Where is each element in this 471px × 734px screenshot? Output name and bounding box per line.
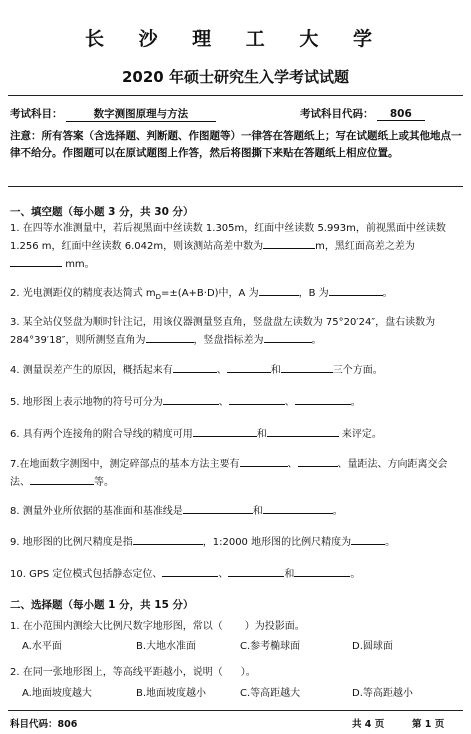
answer-blank: [30, 473, 94, 485]
q1-7-text-c: 、量距法、方向距离交会法、: [10, 459, 448, 488]
question-2-1-stem: [10, 618, 462, 635]
q1-10-text-d: 。: [350, 569, 361, 580]
q1-3-text-b: ，竖盘指标差为: [193, 335, 264, 346]
q1-7-text-b: 、: [287, 459, 298, 470]
footer-total-pages: 共 4 页: [352, 719, 385, 730]
q2-2-stem-a: 2. 在同一张地形图上，等高线平距越小，说明（: [10, 667, 223, 678]
q1-2-text-c: ，B 为: [298, 288, 329, 299]
q1-4-text-c: 和: [270, 365, 281, 376]
q1-1-text-b: m，黑红面高差之差为: [315, 241, 415, 252]
q1-6-text-c: 来评定。: [341, 429, 382, 440]
top-divider: [8, 95, 463, 96]
answer-blank: [146, 331, 194, 343]
q1-9-text-b: ，1:2000 地形图的比例尺精度为: [202, 537, 352, 548]
answer-blank: [183, 502, 253, 514]
exam-title: 2020 年硕士研究生入学考试试题: [122, 68, 349, 86]
q2-1-option-a: A.水平面: [22, 641, 62, 652]
q1-8-text-b: 和: [252, 506, 263, 517]
q1-5-text-b: 、: [218, 397, 229, 408]
answer-blank: [162, 565, 218, 577]
question-1-2: [10, 284, 462, 306]
notice-divider: [8, 186, 463, 187]
question-2-2-stem: [10, 664, 462, 681]
subject-name-value: 数字测图原理与方法: [66, 106, 216, 122]
answer-blank: [240, 455, 288, 467]
answer-blank: [228, 565, 284, 577]
answer-blank: [281, 361, 333, 373]
q1-4-text-a: 4. 测量误差产生的原因，概括起来有: [10, 365, 173, 376]
footer-divider: [8, 710, 463, 711]
subject-code-label: 考试科目代码：: [300, 108, 374, 120]
answer-blank: [295, 393, 351, 405]
answer-blank: [264, 331, 312, 343]
question-1-1: [10, 220, 462, 273]
answer-blank: [329, 284, 383, 296]
q1-7-text-d: 等。: [94, 477, 114, 488]
q1-8-text-c: 。: [332, 506, 343, 517]
subject-name-row: [10, 106, 216, 122]
q2-2-option-c: C.等高距越大: [240, 688, 301, 699]
question-1-3: [10, 314, 462, 349]
q2-2-stem-b: ）。: [240, 667, 256, 678]
question-1-6: [10, 425, 462, 443]
q1-2-text-a: 2. 光电测距仪的精度表达简式 m: [10, 288, 156, 299]
answer-blank: [298, 455, 338, 467]
q1-4-text-b: 、: [216, 365, 227, 376]
q2-2-option-a: A.地面坡度越大: [22, 688, 92, 699]
q2-1-stem-b: ）为投影面。: [244, 621, 305, 632]
q1-3-text-a: 3. 某全站仪竖盘为顺时针注记，用该仪器测量竖直角，竖盘盘左读数为 75°20′24″，盘右读数为 284°39′18″，则所测竖直角为: [10, 317, 436, 346]
subject-name-label: 考试科目：: [10, 108, 63, 120]
q1-2-text-d: 。: [382, 288, 393, 299]
footer-subject-code: 科目代码：806: [10, 719, 78, 730]
footer-page-number: 第 1 页: [412, 719, 445, 730]
answer-blank: [267, 425, 339, 437]
answer-blank: [193, 425, 257, 437]
section-fill-blank-title: 一、填空题（每小题 3 分，共 30 分）: [10, 206, 194, 218]
q1-6-text-a: 6. 具有两个连接角的附合导线的精度可用: [10, 429, 193, 440]
q1-4-text-d: 三个方面。: [332, 365, 383, 376]
answer-blank: [229, 393, 285, 405]
answer-blank: [294, 565, 350, 577]
answer-blank: [163, 393, 219, 405]
answer-blank: [173, 361, 217, 373]
q1-2-subscript: D: [155, 293, 162, 301]
q1-8-text-a: 8. 测量外业所依据的基准面和基准线是: [10, 506, 183, 517]
q1-5-text-c: 、: [284, 397, 295, 408]
question-1-10: [10, 565, 462, 583]
question-1-8: [10, 502, 462, 520]
answer-blank: [133, 533, 203, 545]
q1-10-text-c: 和: [284, 569, 295, 580]
question-1-4: [10, 361, 462, 379]
answer-blank: [263, 502, 333, 514]
question-1-9: [10, 533, 462, 551]
q2-1-option-c: C.参考椭球面: [240, 641, 301, 652]
q2-1-option-b: B.大地水准面: [136, 641, 197, 652]
answer-blank: [227, 361, 271, 373]
q1-10-text-a: 10. GPS 定位模式包括静态定位、: [10, 569, 163, 580]
q1-5-text-a: 5. 地形图上表示地物的符号可分为: [10, 397, 163, 408]
question-1-5: [10, 393, 462, 411]
q1-9-text-c: 。: [385, 537, 396, 548]
q2-2-option-b: B.地面坡度越小: [136, 688, 207, 699]
q1-2-text-b: =±(A+B·D)中，A 为: [161, 288, 259, 299]
q1-7-text-a: 7.在地面数字测图中，测定碎部点的基本方法主要有: [10, 459, 240, 470]
subject-code-row: [300, 106, 425, 121]
q1-9-text-a: 9. 地形图的比例尺精度是指: [10, 537, 133, 548]
q1-5-text-d: 。: [350, 397, 361, 408]
exam-notice: 注意：所有答案（含选择题、判断题、作图题等）一律答在答题纸上；写在试题纸上或其他地点一律不给分。作图题可以在原试题图上作答，然后将图撕下来贴在答题纸上相应位置。: [10, 130, 462, 159]
q1-6-text-b: 和: [256, 429, 267, 440]
answer-blank: [259, 284, 299, 296]
q1-1-text-c: mm。: [65, 259, 95, 270]
answer-blank: [263, 237, 315, 249]
q2-2-option-d: D.等高距越小: [352, 688, 413, 699]
section-choice-title: 二、选择题（每小题 1 分，共 15 分）: [10, 599, 194, 611]
q2-1-stem-a: 1. 在小范围内测绘大比例尺数字地形图，常以（: [10, 621, 223, 632]
q2-1-option-d: D.圆球面: [352, 641, 393, 652]
q1-3-text-c: 。: [311, 335, 322, 346]
q1-10-text-b: 、: [218, 569, 229, 580]
answer-blank: [351, 533, 385, 545]
question-1-7: [10, 455, 462, 491]
university-name: 长 沙 理 工 大 学: [84, 28, 387, 50]
subject-code-value: 806: [377, 108, 425, 121]
answer-blank: [10, 255, 62, 267]
q1-1-text-a: 1. 在四等水准测量中，若后视黑面中丝读数 1.305m，红面中丝读数 5.993m，前视黑面中丝读数 1.256 m，红面中丝读数 6.042m，则该测站高差中数为: [10, 223, 446, 252]
